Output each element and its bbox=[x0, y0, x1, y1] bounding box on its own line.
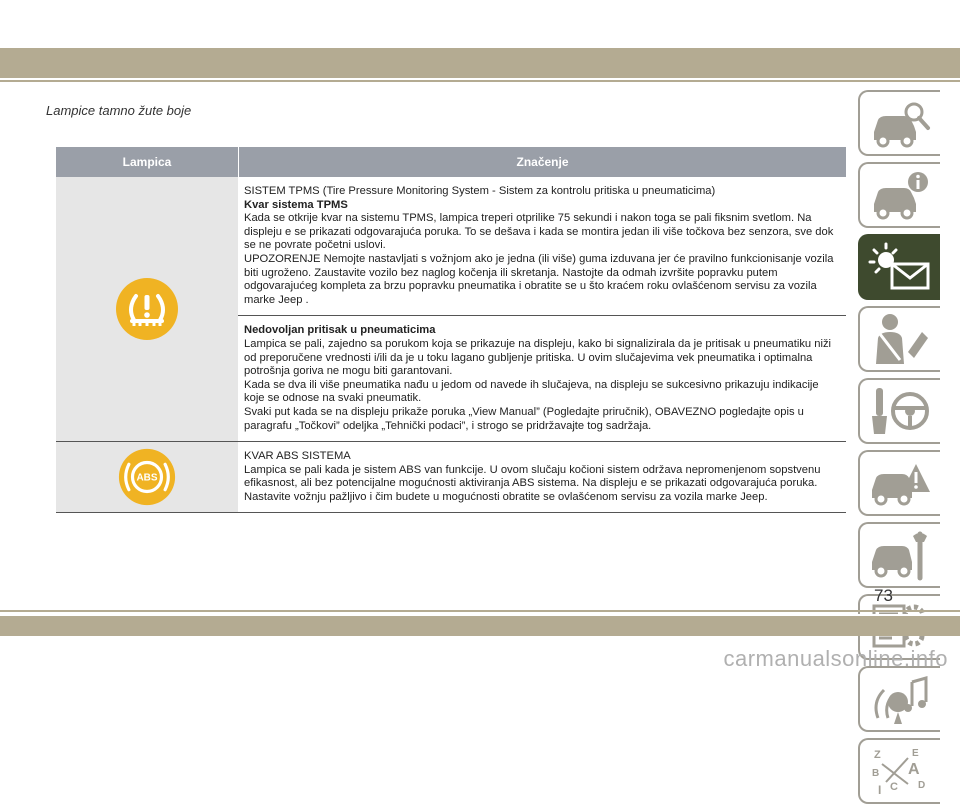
tab-car-search[interactable] bbox=[858, 90, 940, 156]
lamp-cell bbox=[56, 177, 238, 441]
entry-low-pressure bbox=[238, 315, 846, 441]
abs-warning-icon bbox=[118, 448, 176, 506]
tab-car-info[interactable] bbox=[858, 162, 940, 228]
tab-emergency[interactable] bbox=[858, 450, 940, 516]
entry-warning: UPOZORENJE Nemojte nastavljati s vožnjom ako je jedna (ili više) guma izduvana jer će pravilno funkcionisanje vozila biti ugroženo. Zaustavite vozilo bez naglog kočenja ili skretanja. Nastojte da odmah izvršite popravku putem odgovarajućeg kompleta za brzu popravku pneumatika i obratite se u što kraćem roku ovlašćenom servisu za vozila marke Jeep . bbox=[244, 252, 834, 306]
top-margin bbox=[0, 0, 960, 48]
header-band bbox=[0, 48, 960, 78]
table-row bbox=[56, 177, 846, 442]
person-seatbelt-icon bbox=[868, 312, 932, 366]
entry-text: Lampica se pali, zajedno sa porukom koja se prikazuje na displeju, kako bi signalizirala da je pritisak u pneumatiku niži od preporučene vrednosti i/ili da je u toku lagano gubljenje pritiska. U ovim slučajevima vek pneumatika i optimalna potrošnja goriva ne mogu biti garantovani. bbox=[244, 337, 832, 378]
footer-band bbox=[0, 614, 960, 636]
column-header-lamp: Lampica bbox=[56, 147, 239, 177]
key-steering-icon bbox=[868, 384, 932, 438]
header-band-line bbox=[0, 80, 960, 82]
entry-text: Svaki put kada se na displeju prikaže poruka „View Manual” (Pogledajte priručnik), OBAVEZNO pogledajte opis u paragrafu „Točkovi” odeljka „Tehnički podaci”, i strogo se pridržavajte tog sadržaja. bbox=[244, 405, 804, 432]
footer-band-line bbox=[0, 610, 960, 612]
lamp-cell bbox=[56, 442, 238, 512]
table-body bbox=[56, 177, 846, 513]
car-search-icon bbox=[868, 96, 932, 150]
tab-index[interactable] bbox=[858, 738, 940, 804]
entry-bold-title: Kvar sistema TPMS bbox=[244, 198, 348, 211]
column-header-meaning: Značenje bbox=[516, 155, 569, 169]
car-hazard-icon bbox=[868, 456, 932, 510]
tab-multimedia[interactable] bbox=[858, 666, 940, 732]
tab-safety[interactable] bbox=[858, 306, 940, 372]
meaning-cell bbox=[238, 442, 846, 512]
tab-service[interactable] bbox=[858, 522, 940, 588]
section-title: Lampice tamno žute boje bbox=[46, 103, 192, 118]
entry-abs-fault bbox=[238, 442, 846, 512]
watermark: carmanualsonline.info bbox=[723, 646, 948, 671]
table-header bbox=[56, 147, 846, 177]
tab-warning-lights[interactable] bbox=[858, 234, 940, 300]
car-info-icon bbox=[868, 168, 932, 222]
entry-tpms-fault bbox=[238, 177, 846, 315]
svg-text:B: B bbox=[872, 768, 880, 779]
svg-text:E: E bbox=[912, 748, 919, 759]
chapter-tabs bbox=[858, 90, 940, 810]
entry-text: Lampica se pali kada je sistem ABS van funkcije. U ovom slučaju kočioni sistem održava nepromenjenom sopstvenu efikasnost, ali bez potencijalne mogućnosti aktiviranja ABS sistema. Na displeju e se prikazati odgovarajuća poruka. Nastavite vožnju pažljivo i čim budete u mogućnosti obratite se ovlašćenom servisu za vozila marke Jeep. bbox=[244, 463, 821, 503]
car-wrench-icon bbox=[868, 528, 932, 582]
warning-lights-table bbox=[56, 147, 846, 513]
abs-icon-label: ABS bbox=[136, 472, 158, 484]
svg-text:A: A bbox=[908, 761, 920, 778]
tpms-warning-icon bbox=[115, 277, 179, 341]
page-number: 73 bbox=[874, 586, 893, 605]
entry-heading: SISTEM TPMS (Tire Pressure Monitoring System - Sistem za kontrolu pritiska u pneumaticima) bbox=[244, 185, 716, 197]
multimedia-icon bbox=[868, 672, 932, 726]
svg-text:C: C bbox=[890, 781, 898, 793]
entry-text: Kada se dva ili više pneumatika nađu u jedom od navede ih slučajeva, na displeju se sukcesivno prikazuju indikacije koje se odnose na svaki pneumatik. bbox=[244, 378, 819, 405]
entry-bold-title: Nedovoljan pritisak u pneumaticima bbox=[244, 324, 436, 337]
svg-text:Z: Z bbox=[874, 749, 881, 761]
svg-text:I: I bbox=[878, 783, 882, 797]
tab-driving[interactable] bbox=[858, 378, 940, 444]
svg-text:D: D bbox=[918, 780, 926, 791]
entry-text: Kada se otkrije kvar na sistemu TPMS, lampica treperi otprilike 75 sekundi i nakon toga se pali fiksnim svetlom. Na displeju e se prikazati odgovarajuća poruka. To se dešava i kada se montira jedan ili više točkova bez senzora, sve dok se ne povrate početni uslovi. bbox=[244, 212, 834, 252]
entry-heading: KVAR ABS SISTEMA bbox=[244, 450, 351, 463]
meaning-cell bbox=[238, 177, 846, 441]
index-letters-icon bbox=[868, 744, 932, 798]
warning-lights-icon bbox=[868, 240, 932, 294]
table-row bbox=[56, 442, 846, 513]
